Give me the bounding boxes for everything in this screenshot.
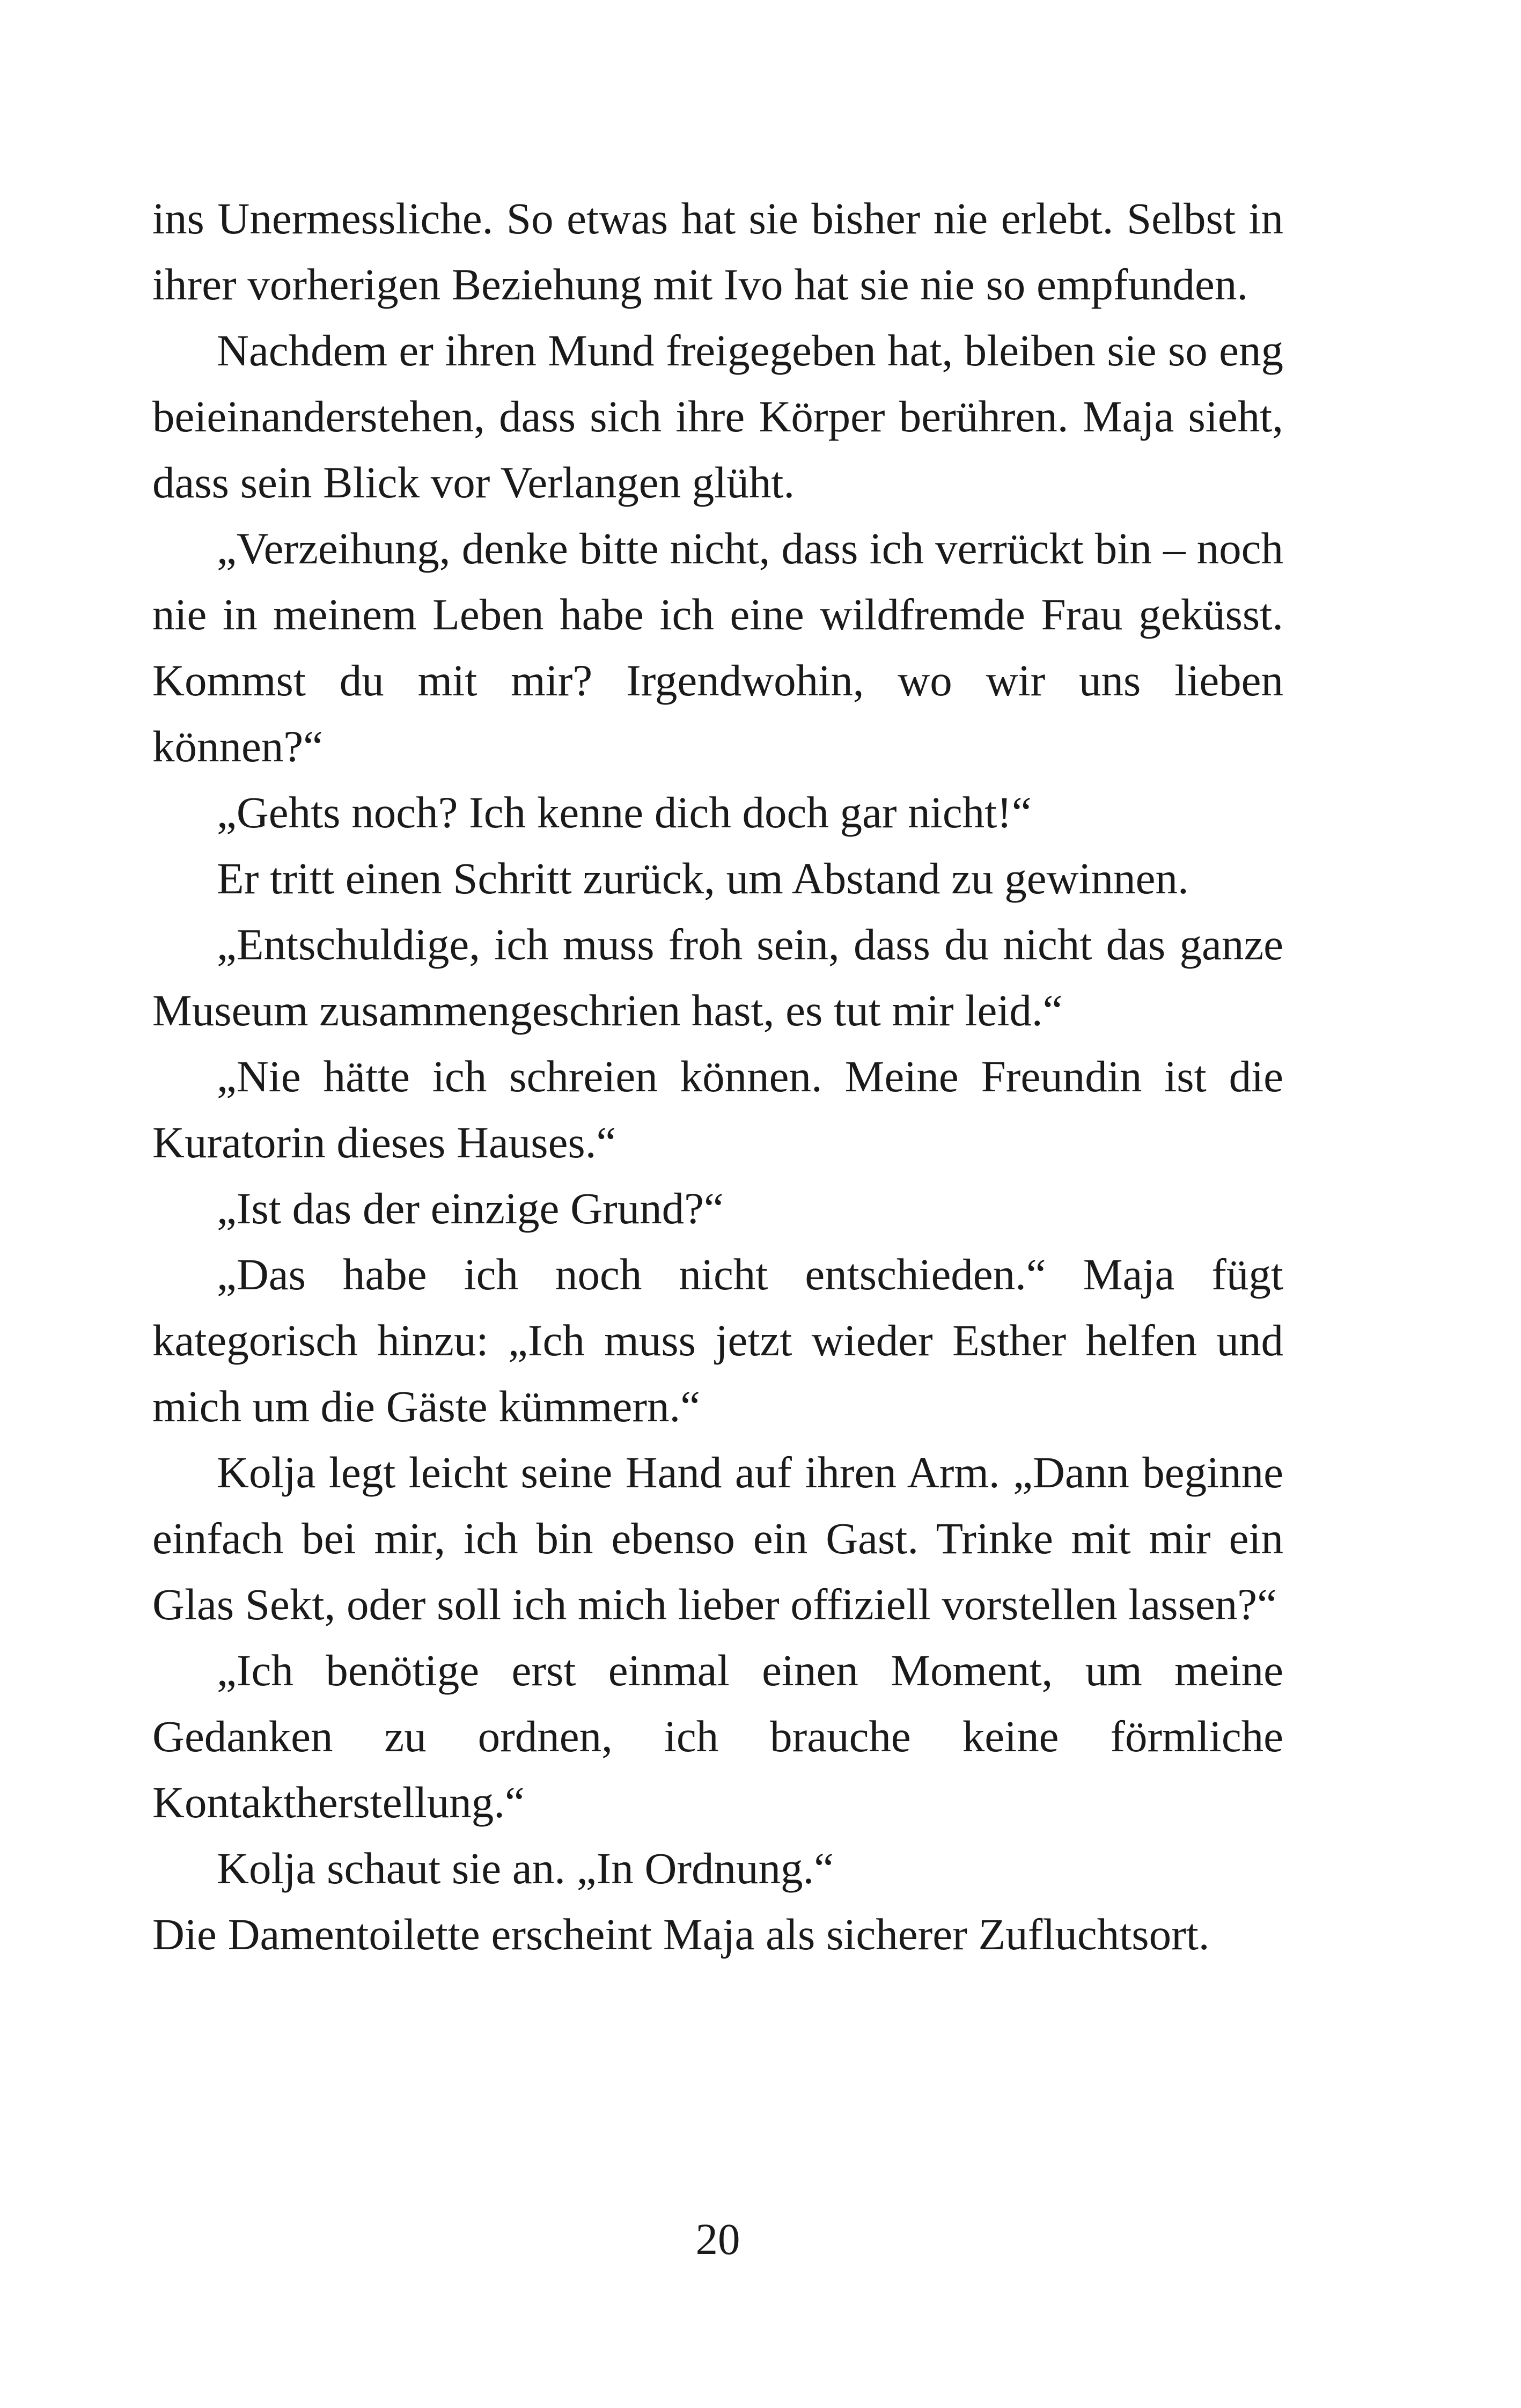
paragraph-11: „Ich benötige erst einmal einen Moment, um meine Gedanken zu ordnen, ich brauche keine förmliche Kontaktherstellung.“ — [152, 1646, 1283, 1827]
paragraph-9: „Das habe ich noch nicht entschieden.“ Maja fügt kategorisch hinzu: „Ich muss jetzt wieder Esther helfen und mich um die Gäste kümmern.“ — [152, 1250, 1283, 1431]
page-number: 20 — [695, 2214, 740, 2264]
paragraph-2: Nachdem er ihren Mund freigegeben hat, bleiben sie so eng beieinanderstehen, dass sich ihre Körper berühren. Maja sieht, dass sein Blick vor Verlangen glüht. — [152, 326, 1283, 507]
paragraph-4: „Gehts noch? Ich kenne dich doch gar nicht!“ — [217, 788, 1032, 837]
paragraph-7: „Nie hätte ich schreien können. Meine Freundin ist die Kuratorin dieses Hauses.“ — [152, 1052, 1283, 1167]
paragraph-13: Die Damentoilette erscheint Maja als sicherer Zufluchtsort. — [152, 1910, 1210, 1959]
paragraph-5: Er tritt einen Schritt zurück, um Abstand zu gewinnen. — [217, 854, 1189, 903]
paragraph-10: Kolja legt leicht seine Hand auf ihren Arm. „Dann beginne einfach bei mir, ich bin ebenso ein Gast. Trinke mit mir ein Glas Sekt, oder soll ich mich lieber offiziell vorstellen lassen?“ — [152, 1448, 1283, 1629]
paragraph-1: ins Unermessliche. So etwas hat sie bisher nie erlebt. Selbst in ihrer vorherigen Beziehung mit Ivo hat sie nie so empfunden. — [152, 194, 1283, 309]
paragraph-12: Kolja schaut sie an. „In Ordnung.“ — [217, 1844, 834, 1893]
paragraph-8: „Ist das der einzige Grund?“ — [217, 1184, 724, 1233]
paragraph-3: „Verzeihung, denke bitte nicht, dass ich verrückt bin – noch nie in meinem Leben habe ich eine wildfremde Frau geküsst. Kommst du mit mir? Irgendwohin, wo wir uns lieben können?“ — [152, 524, 1283, 771]
paragraph-6: „Entschuldige, ich muss froh sein, dass du nicht das ganze Museum zusammengeschrien hast, es tut mir leid.“ — [152, 920, 1283, 1035]
body-text — [152, 186, 1283, 1967]
